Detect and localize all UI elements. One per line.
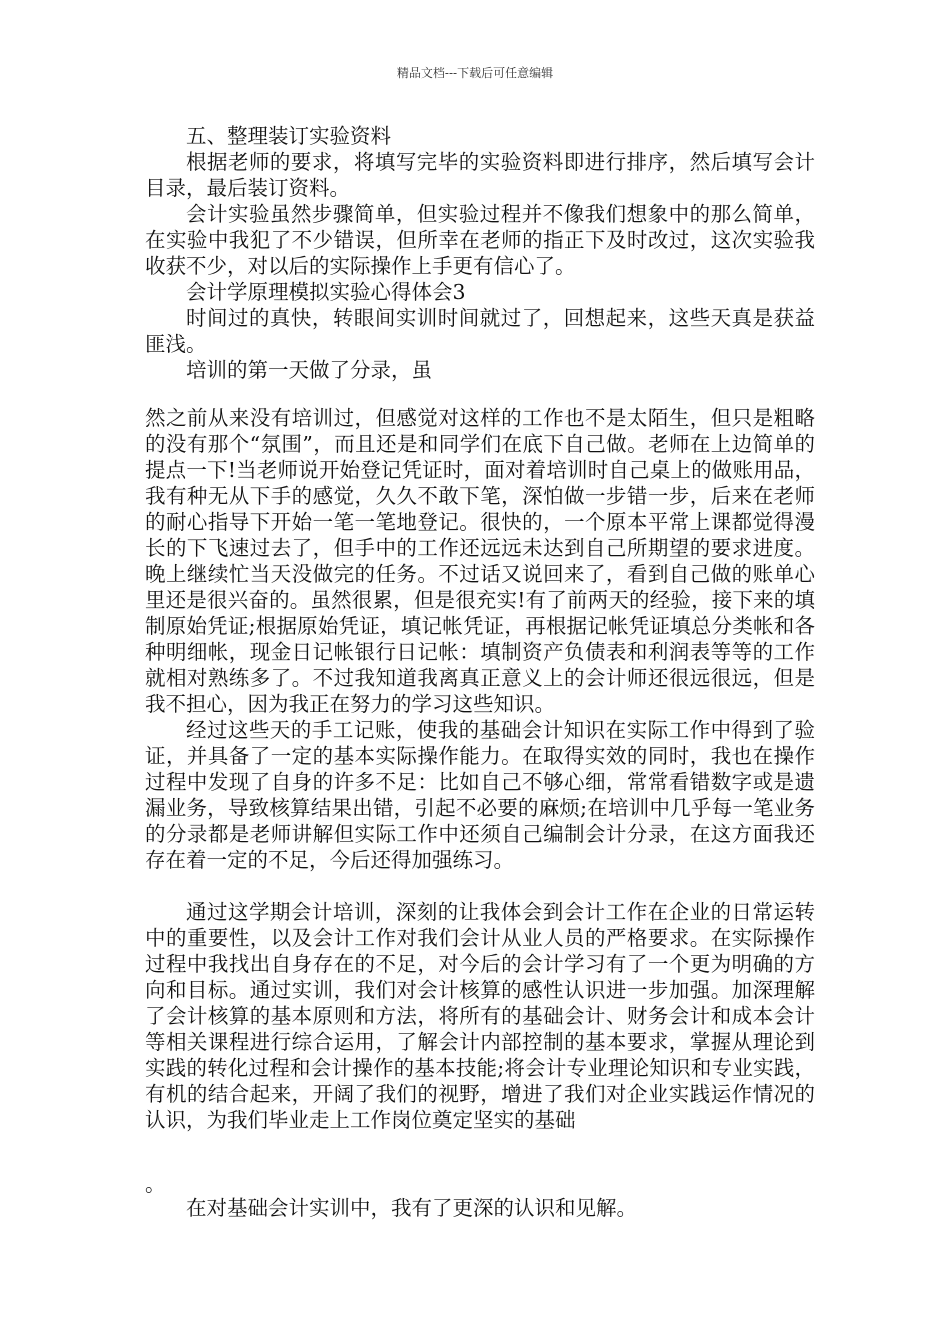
page-header: 精品文档---下载后可任意编辑 <box>396 66 554 80</box>
paragraph-2: 会计实验虽然步骤简单，但实验过程并不像我们想象中的那么简单，在实验中我犯了不少错误，但所幸在老师的指正下及时改过，这次实验我收获不少，对以后的实际操作上手更有信心了。 <box>145 202 815 278</box>
article-title: 会计学原理模拟实验心得体会3 <box>186 280 466 304</box>
paragraph-4: 培训的第一天做了分录，虽 <box>186 358 432 382</box>
paragraph-3: 时间过的真快，转眼间实训时间就过了，回想起来，这些天真是获益匪浅。 <box>145 306 815 356</box>
section-heading: 五、整理装订实验资料 <box>186 124 391 148</box>
paragraph-1: 根据老师的要求，将填写完毕的实验资料即进行排序，然后填写会计目录，最后装订资料。 <box>145 150 815 200</box>
paragraph-8: 。 <box>145 1172 166 1196</box>
paragraph-9: 在对基础会计实训中，我有了更深的认识和见解。 <box>186 1196 637 1220</box>
paragraph-7: 通过这学期会计培训，深刻的让我体会到会计工作在企业的日常运转中的重要性，以及会计工作对我们会计从业人员的严格要求。在实际操作过程中我找出自身存在的不足，对今后的会计学习有了一个更为明确的方向和目标。通过实训，我们对会计核算的感性认识进一步加强。加深理解了会计核算的基本原则和方法，将所有的基础会计、财务会计和成本会计等相关课程进行综合运用，了解会计内部控制的基本要求，掌握从理论到实践的转化过程和会计操作的基本技能;将会计专业理论知识和专业实践，有机的结合起来，开阔了我们的视野，增进了我们对企业实践运作情况的认识，为我们毕业走上工作岗位奠定坚实的基础 <box>145 900 815 1132</box>
paragraph-6: 经过这些天的手工记账，使我的基础会计知识在实际工作中得到了验证，并具备了一定的基本实际操作能力。在取得实效的同时，我也在操作过程中发现了自身的许多不足：比如自己不够心细，常常看错数字或是遗漏业务，导致核算结果出错，引起不必要的麻烦;在培训中几乎每一笔业务的分录都是老师讲解但实际工作中还须自己编制会计分录，在这方面我还存在着一定的不足，今后还得加强练习。 <box>145 718 815 872</box>
paragraph-5: 然之前从来没有培训过，但感觉对这样的工作也不是太陌生，但只是粗略的没有那个“氛围”，而且还是和同学们在底下自己做。老师在上边简单的提点一下!当老师说开始登记凭证时，面对着培训时自己桌上的做账用品，我有种无从下手的感觉，久久不敢下笔，深怕做一步错一步，后来在老师的耐心指导下开始一笔一笔地登记。很快的，一个原本平常上课都觉得漫长的下飞速过去了，但手中的工作还远远未达到自己所期望的要求进度。晚上继续忙当天没做完的任务。不过话又说回来了，看到自己做的账单心里还是很兴奋的。虽然很累，但是很充实!有了前两天的经验，接下来的填制原始凭证;根据原始凭证，填记帐凭证，再根据记帐凭证填总分类帐和各种明细帐，现金日记帐银行日记帐：填制资产负债表和利润表等等的工作就相对熟练多了。不过我知道我离真正意义上的会计师还很远很远，但是我不担心，因为我正在努力的学习这些知识。 <box>145 406 815 716</box>
